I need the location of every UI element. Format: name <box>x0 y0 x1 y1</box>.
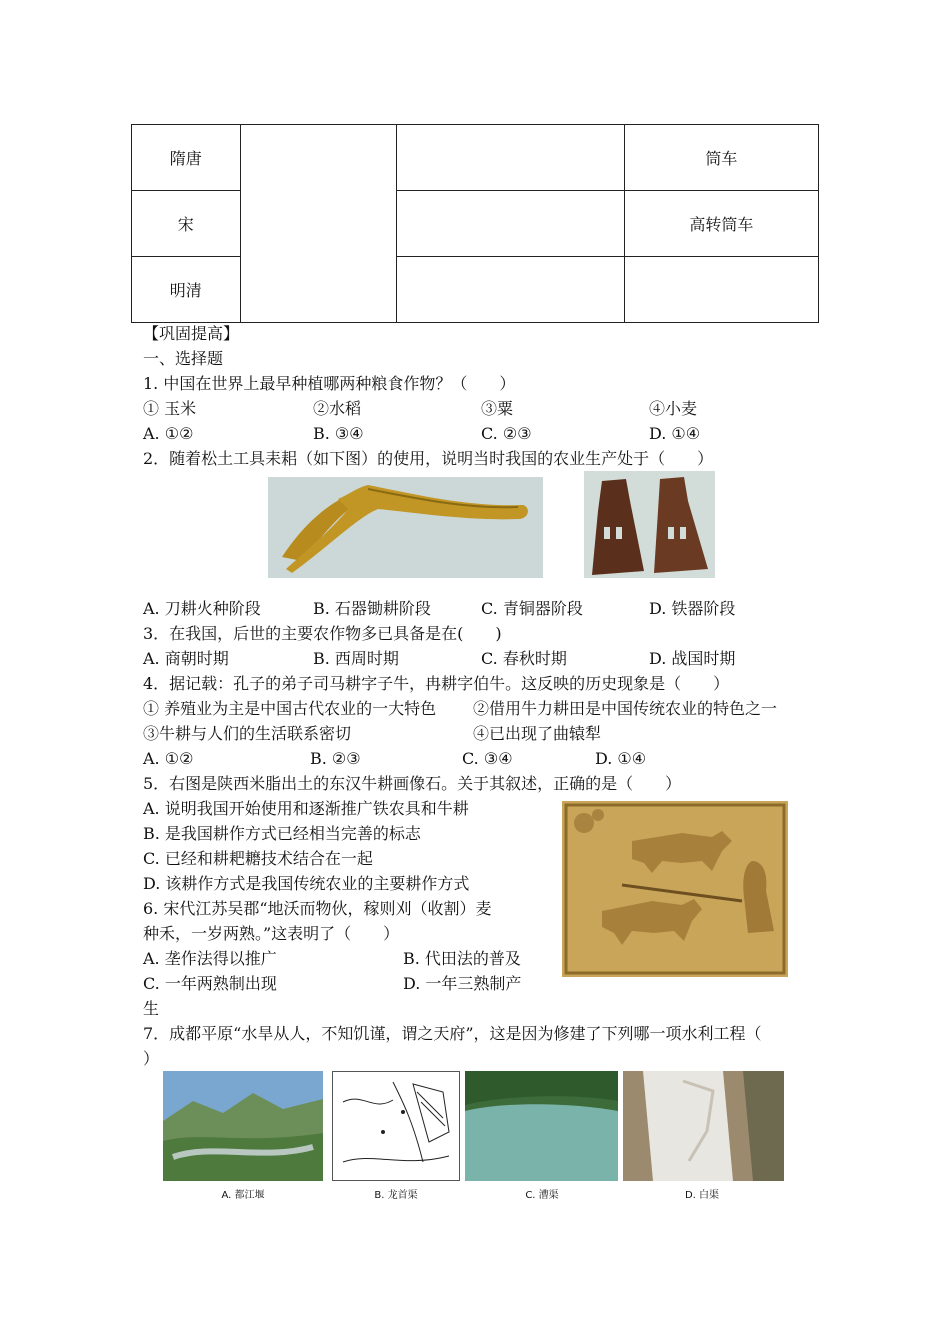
q5-option-a[interactable]: A. 说明我国开始使用和逐渐推广铁农具和牛耕 <box>143 799 469 818</box>
q4-item: ① 养殖业为主是中国古代农业的一大特色 <box>143 699 437 718</box>
q2-option-c[interactable]: C. 青铜器阶段 <box>481 599 583 618</box>
caption-c: C. 漕渠 <box>525 1190 559 1201</box>
q5-option-c[interactable]: C. 已经和耕耙耱技术结合在一起 <box>143 849 373 868</box>
q4-option-a[interactable]: A. ①② <box>143 749 194 768</box>
table-cell <box>240 125 396 323</box>
question-6-stem-line1: 6. 宋代江苏吴郡“地沃而物伙，稼则刈（收割）麦 <box>143 899 492 918</box>
q1-option-b[interactable]: B. ③④ <box>313 424 364 443</box>
caption-a: A. 都江堰 <box>221 1190 265 1201</box>
q4-item: ②借用牛力耕田是中国传统农业的特色之一 <box>473 699 778 718</box>
table-cell: 宋 <box>132 191 241 257</box>
caption-b: B. 龙首渠 <box>374 1190 418 1201</box>
q2-option-b[interactable]: B. 石器锄耕阶段 <box>313 599 431 618</box>
q1-option-a[interactable]: A. ①② <box>143 424 194 443</box>
q4-option-b[interactable]: B. ②③ <box>310 749 361 768</box>
q3-option-a[interactable]: A. 商朝时期 <box>143 649 229 668</box>
question-3-stem: 3．在我国，后世的主要农作物多已具备是在( ) <box>143 624 502 643</box>
ox-plowing-stone-relief-image <box>562 801 788 977</box>
q2-option-a[interactable]: A. 刀耕火种阶段 <box>143 599 261 618</box>
section-title: 【巩固提高】 <box>143 324 240 343</box>
table-cell: 筒车 <box>624 125 818 191</box>
longshouqu-map[interactable] <box>332 1071 460 1181</box>
table-row <box>132 125 819 191</box>
table-cell: 高转筒车 <box>624 191 818 257</box>
table-cell <box>396 191 624 257</box>
table-row <box>132 191 819 257</box>
baiqu-photo[interactable] <box>623 1071 784 1181</box>
question-7-stem-line2: ） <box>143 1049 160 1068</box>
caption-d: D. 白渠 <box>684 1190 720 1201</box>
q1-item: ③粟 <box>481 399 514 418</box>
q1-item: ④小麦 <box>649 399 698 418</box>
table-cell <box>624 257 818 323</box>
q1-option-d[interactable]: D. ①④ <box>649 424 701 443</box>
q4-item: ④已出现了曲辕犁 <box>473 724 602 743</box>
q3-option-b[interactable]: B. 西周时期 <box>313 649 399 668</box>
table-cell <box>396 257 624 323</box>
q6-option-d[interactable]: D. 一年三熟制产 <box>403 974 522 993</box>
question-1-stem: 1. 中国在世界上最早种植哪两种粮食作物？（ ） <box>143 374 516 393</box>
q2-option-d[interactable]: D. 铁器阶段 <box>649 599 736 618</box>
table-cell: 明清 <box>132 257 241 323</box>
history-table <box>131 124 819 323</box>
question-6-stem-line2: 种禾，一岁两熟。”这表明了（ ） <box>143 924 400 943</box>
leisi-tool-image <box>268 477 543 578</box>
bone-spade-image <box>584 471 715 578</box>
question-5-stem: 5．右图是陕西米脂出土的东汉牛耕画像石。关于其叙述，正确的是（ ） <box>143 774 682 793</box>
caoqu-photo[interactable] <box>465 1071 618 1181</box>
table-cell: 隋唐 <box>132 125 241 191</box>
q1-option-c[interactable]: C. ②③ <box>481 424 532 443</box>
question-4-stem: 4．据记载：孔子的弟子司马耕字子牛，冉耕字伯牛。这反映的历史现象是（ ） <box>143 674 730 693</box>
q6-option-d-wrap: 生 <box>143 999 160 1018</box>
table-cell <box>396 125 624 191</box>
table-row <box>132 257 819 323</box>
dujiangyan-photo[interactable] <box>163 1071 323 1181</box>
q1-item: ②水稻 <box>313 399 362 418</box>
question-2-stem: 2．随着松土工具耒耜（如下图）的使用，说明当时我国的农业生产处于（ ） <box>143 449 714 468</box>
q5-option-d[interactable]: D. 该耕作方式是我国传统农业的主要耕作方式 <box>143 874 470 893</box>
q4-option-d[interactable]: D. ①④ <box>595 749 647 768</box>
part-title: 一、选择题 <box>143 349 224 368</box>
q6-option-c[interactable]: C. 一年两熟制出现 <box>143 974 277 993</box>
q3-option-d[interactable]: D. 战国时期 <box>649 649 736 668</box>
q4-item: ③牛耕与人们的生活联系密切 <box>143 724 352 743</box>
q1-item: ① 玉米 <box>143 399 197 418</box>
question-7-stem-line1: 7．成都平原“水旱从人，不知饥谨，谓之天府”，这是因为修建了下列哪一项水利工程（ <box>143 1024 762 1043</box>
q5-option-b[interactable]: B. 是我国耕作方式已经相当完善的标志 <box>143 824 421 843</box>
q6-option-a[interactable]: A. 垄作法得以推广 <box>143 949 277 968</box>
q6-option-b[interactable]: B. 代田法的普及 <box>403 949 521 968</box>
q4-option-c[interactable]: C. ③④ <box>462 749 513 768</box>
q3-option-c[interactable]: C. 春秋时期 <box>481 649 567 668</box>
